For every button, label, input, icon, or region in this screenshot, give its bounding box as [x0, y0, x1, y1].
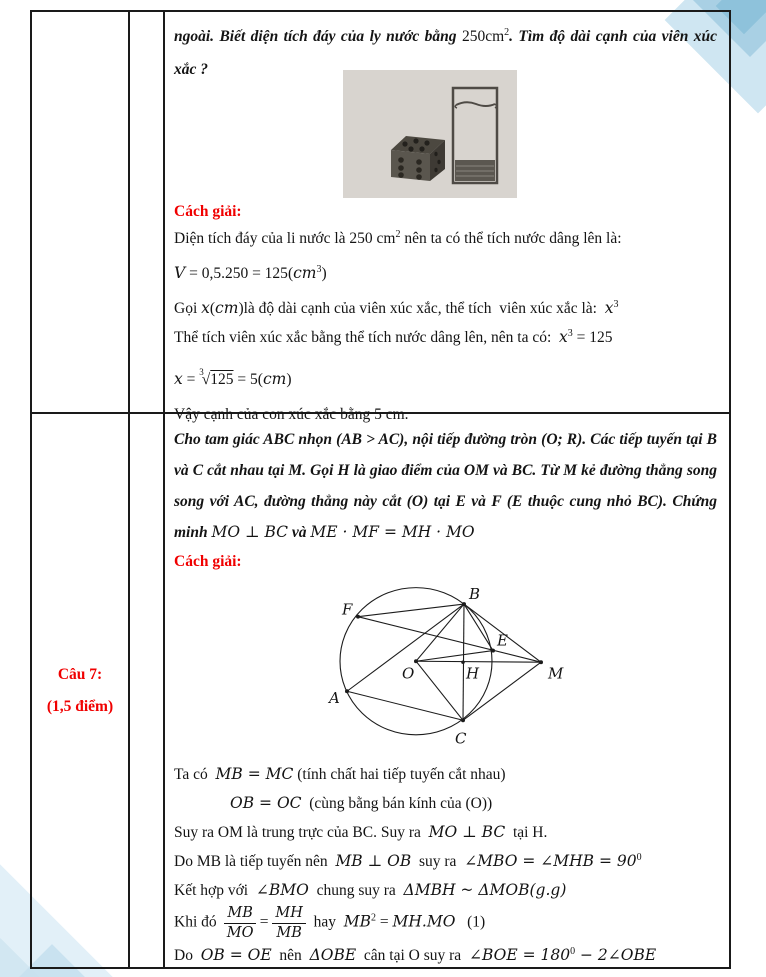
paren: (	[287, 265, 294, 282]
dice	[391, 136, 445, 181]
radicand: 125	[210, 371, 234, 388]
math-superscript: 2	[504, 26, 510, 38]
q6-score-cell-empty	[130, 12, 165, 412]
q7-score-cell-empty	[130, 414, 165, 967]
math-superscript: 3	[567, 327, 573, 339]
math-expression: OB = OC	[230, 794, 302, 812]
math-superscript: 0	[636, 851, 642, 863]
math-superscript: 3	[316, 263, 322, 275]
math-expression: ∠BMO	[255, 881, 309, 899]
text: nên ta có thể tích nước dâng lên là:	[400, 230, 622, 247]
root-index: 3	[199, 367, 204, 377]
math-text: = 125	[572, 329, 613, 346]
problem-text-part: Cho tam giác ABC nhọn (AB > AC), nội tiếp đường tròn (O; R). Các tiếp tuyến tại B và C cắt nhau tại M. Gọi H là giao điểm của OM và BC. Từ M kẻ đường thẳng song song với AC, đường thẳng này cắt (O) tại E và F (E thuộc cung nhỏ BC). Chứng minh	[174, 431, 717, 541]
q7-solution-line-5	[174, 876, 717, 905]
q7-solution-line-6	[174, 905, 717, 941]
cube-root	[199, 367, 234, 388]
q7-label-cell	[32, 414, 130, 967]
text: (tính chất hai tiếp tuyến cắt nhau)	[293, 766, 506, 783]
figure-label-E: E	[497, 632, 508, 650]
math-superscript: 2	[371, 912, 377, 924]
text: Diện tích đáy của li nước là	[174, 230, 350, 247]
numerator: MH	[272, 905, 306, 924]
math-expression: MB ⊥ OB	[335, 852, 412, 870]
math-superscript: 2	[395, 228, 401, 240]
radical-sign: √	[201, 371, 211, 388]
q6-solution-heading: Cách giải:	[174, 203, 242, 220]
math-expression: (g.g)	[529, 881, 567, 899]
paren: )	[286, 371, 292, 388]
q6-conclusion: Vậy cạnh của con xúc xắc bằng 5 cm.	[174, 406, 409, 423]
text: Khi đó	[174, 913, 225, 931]
math-value: 250 cm	[349, 230, 396, 247]
q7-problem-text	[174, 424, 717, 548]
math-variable: MB	[343, 912, 372, 931]
math-value: 250cm	[461, 28, 505, 45]
text: Thể tích viên xúc xắc bằng thể tích nước dâng lên, nên ta có:	[174, 329, 560, 346]
denominator: MB	[276, 924, 302, 941]
math-text: =	[182, 371, 200, 388]
math-variable: x	[604, 299, 614, 317]
denominator: MO	[226, 924, 254, 941]
dice-and-glass-photo	[343, 70, 517, 198]
q7-solution-heading: Cách giải:	[174, 553, 242, 570]
math-expression: MH.MO	[392, 912, 456, 931]
dice-and-glass-illustration	[343, 70, 517, 198]
problem-text-part: . Tìm độ dài cạnh của viên xúc xắc ?	[174, 28, 717, 78]
text: hay	[305, 913, 344, 931]
math-expression: ME · MF = MH · MO	[310, 523, 475, 541]
text: Do MB là tiếp tuyến nên	[174, 853, 336, 870]
math-superscript: 0	[570, 946, 576, 958]
text: suy ra	[411, 853, 465, 870]
q6-content-cell	[165, 12, 729, 423]
math-superscript: 3	[613, 298, 619, 310]
q7-solution-line-7	[174, 941, 717, 970]
table-row-q6	[32, 12, 729, 423]
question-number: Câu 7:	[57, 665, 103, 683]
figure-label-C: C	[455, 730, 467, 748]
math-text: = 5	[233, 371, 258, 388]
figure-label-O: O	[402, 665, 415, 683]
text: Gọi	[174, 300, 202, 317]
math-expression: MO ⊥ BC	[428, 823, 506, 841]
q6-formula-volume	[174, 258, 717, 289]
math-text: = 0,5.250 = 125	[185, 265, 288, 282]
math-unit: cm	[293, 264, 317, 282]
math-expression: ∠BOE = 180	[468, 946, 571, 965]
q6-label-cell-empty	[32, 12, 130, 412]
paren: (	[209, 300, 216, 317]
math-expression: ΔOBE	[309, 946, 357, 965]
question-points: (1,5 điểm)	[46, 697, 114, 715]
q6-solution-line-1	[174, 224, 717, 253]
q7-solution-line-3	[174, 818, 717, 847]
figure-label-B: B	[469, 586, 481, 604]
table-row-q7	[32, 414, 729, 967]
math-expression: ∠MBO = ∠MHB = 90	[464, 852, 637, 870]
math-text: =	[255, 913, 273, 931]
math-variable: V	[174, 264, 186, 282]
math-expression: MB = MC	[215, 765, 294, 783]
math-expression: − 2∠OBE	[575, 946, 657, 965]
paren: )	[238, 300, 244, 317]
text: chung suy ra	[308, 882, 404, 899]
solution-table	[30, 10, 731, 969]
q6-solution-line-2	[174, 294, 717, 323]
q7-solution-line-1	[174, 760, 717, 789]
math-variable: x	[174, 370, 183, 388]
fraction	[272, 905, 306, 941]
math-variable: x	[559, 328, 568, 346]
text: tại H.	[505, 824, 548, 841]
text: cân tại O suy ra	[356, 947, 469, 965]
fraction	[224, 905, 256, 941]
numerator: MB	[224, 905, 256, 924]
figure-label-M: M	[548, 665, 564, 683]
text: Do	[174, 947, 201, 965]
q7-content-cell	[165, 414, 729, 967]
circle-diagram	[300, 576, 620, 760]
q6-formula-root	[174, 357, 717, 395]
text: là độ dài cạnh của viên xúc xắc, thể tích viên xúc xắc là:	[243, 300, 605, 317]
text: Kết hợp với	[174, 882, 256, 899]
math-expression: OB = OE	[200, 946, 272, 965]
math-variable: x	[201, 299, 210, 317]
math-unit: cm	[215, 299, 239, 317]
text: (cùng bằng bán kính của (O))	[301, 795, 493, 812]
math-text: =	[376, 913, 393, 931]
paren: (	[257, 371, 263, 388]
q7-solution-line-2	[174, 789, 717, 818]
math-expression: ΔMBH ~ ΔMOB	[403, 881, 530, 899]
text: nên	[271, 947, 310, 965]
problem-text-part: ngoài. Biết diện tích đáy của ly nước bằng	[174, 28, 462, 45]
math-unit: cm	[262, 370, 287, 388]
math-expression: MO ⊥ BC	[211, 523, 289, 541]
paren: )	[321, 265, 327, 282]
figure-label-H: H	[466, 665, 480, 683]
text: Ta có	[174, 766, 216, 783]
question-label	[32, 414, 128, 967]
problem-text-part: và	[288, 524, 311, 541]
figure-label-F: F	[342, 601, 353, 619]
text: Suy ra OM là trung trực của BC. Suy ra	[174, 824, 429, 841]
q7-solution-line-4	[174, 847, 717, 876]
figure-label-A: A	[329, 690, 340, 707]
q6-solution-line-3	[174, 323, 717, 352]
text: (1)	[455, 913, 486, 931]
geometry-figure	[300, 576, 620, 760]
